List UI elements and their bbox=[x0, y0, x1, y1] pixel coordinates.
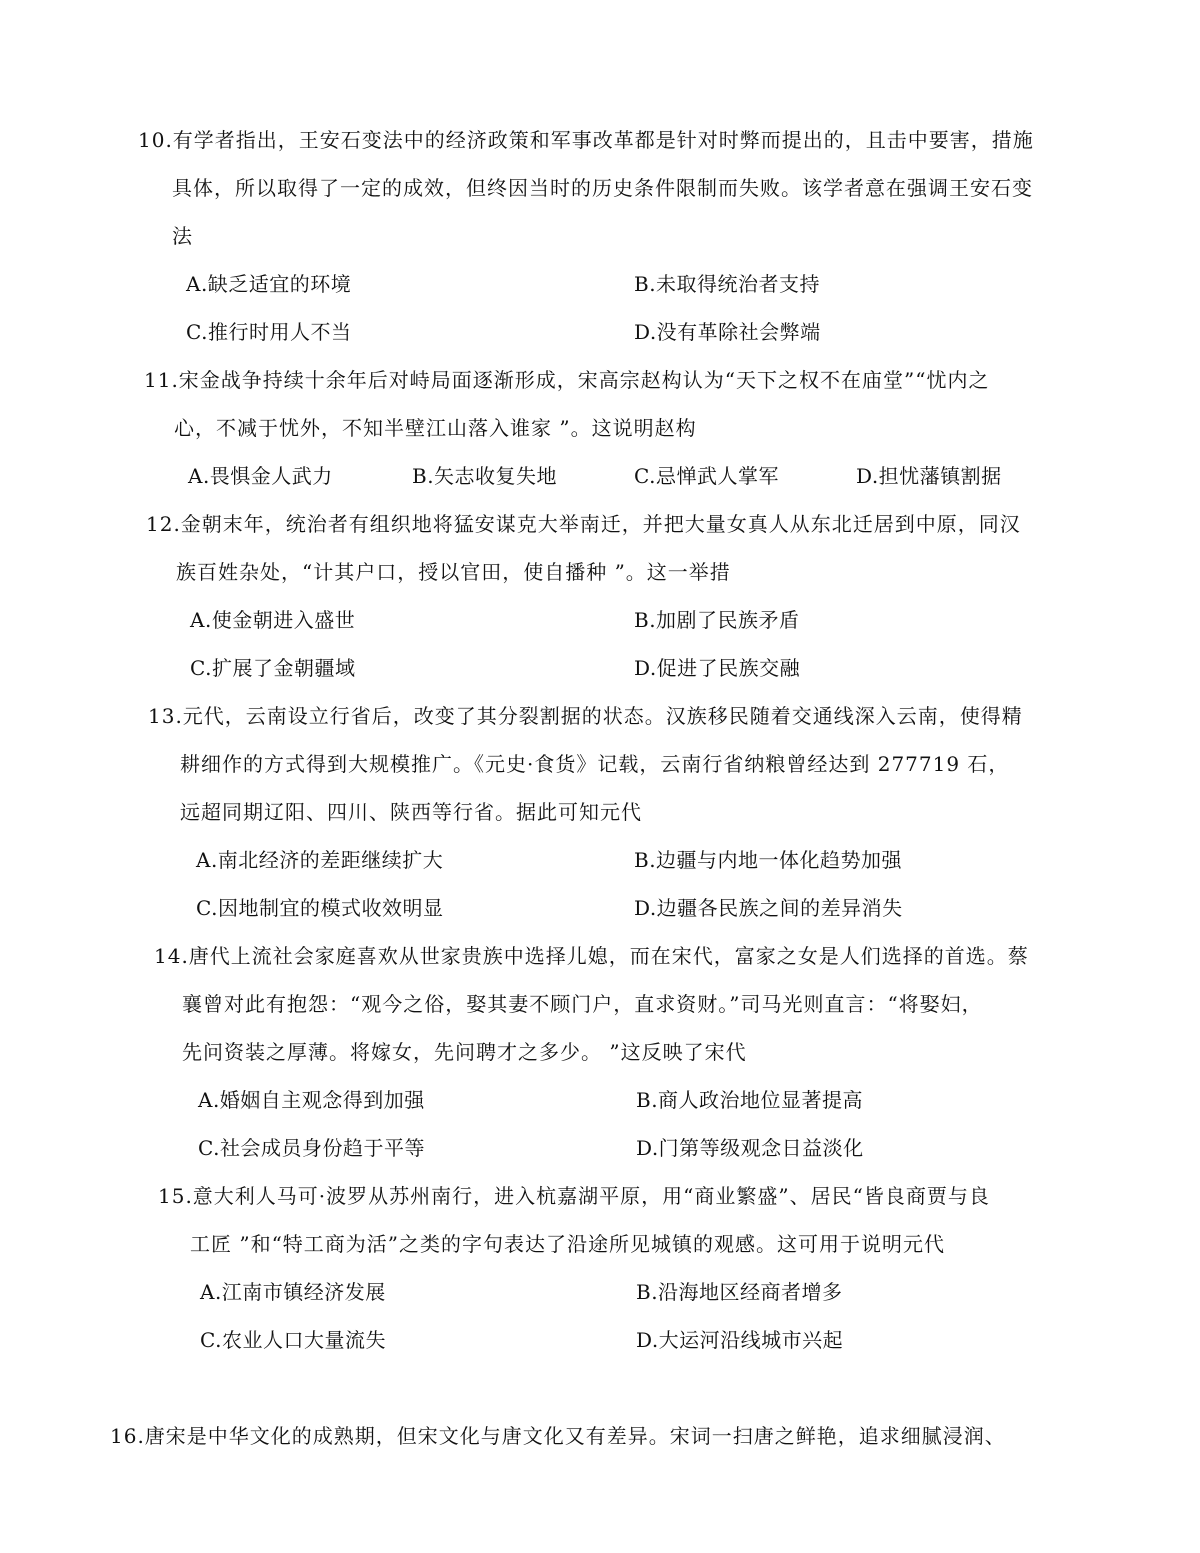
question-11-option-b[interactable]: B.矢志收复失地 bbox=[412, 464, 558, 488]
question-12-option-a[interactable]: A.使金朝进入盛世 bbox=[190, 608, 356, 632]
question-11-stem-line-2: 心，不减于忧外，不知半壁江山落入谁家 ”。这说明赵构 bbox=[174, 416, 697, 440]
question-10-stem-line-3: 法 bbox=[172, 224, 193, 248]
question-14-option-d[interactable]: D.门第等级观念日益淡化 bbox=[636, 1136, 864, 1160]
question-13-stem-line-3: 远超同期辽阳、四川、陕西等行省。据此可知元代 bbox=[180, 800, 642, 824]
question-13-option-c[interactable]: C.因地制宜的模式收效明显 bbox=[196, 896, 444, 920]
question-11-option-d[interactable]: D.担忧藩镇割据 bbox=[856, 464, 1002, 488]
question-16-stem-line-1: 16.唐宋是中华文化的成熟期，但宋文化与唐文化又有差异。宋词一扫唐之鲜艳，追求细腻浸润、 bbox=[110, 1424, 1006, 1448]
question-13-stem-line-2: 耕细作的方式得到大规模推广。《元史·食货》记载，云南行省纳粮曾经达到 277719 石， bbox=[180, 752, 1010, 776]
question-14-option-b[interactable]: B.商人政治地位显著提高 bbox=[636, 1088, 864, 1112]
question-12-stem-line-2: 族百姓杂处，“计其户口，授以官田，使自播种 ”。这一举措 bbox=[176, 560, 731, 584]
question-13-option-a[interactable]: A.南北经济的差距继续扩大 bbox=[196, 848, 444, 872]
question-13-stem-line-1: 13.元代，云南设立行省后，改变了其分裂割据的状态。汉族移民随着交通线深入云南，使得精 bbox=[148, 704, 1023, 728]
question-12-stem-line-1: 12.金朝末年，统治者有组织地将猛安谋克大举南迁，并把大量女真人从东北迁居到中原，同汉 bbox=[146, 512, 1021, 536]
question-15-option-d[interactable]: D.大运河沿线城市兴起 bbox=[636, 1328, 844, 1352]
question-15-stem-line-2: 工匠 ”和“特工商为活”之类的字句表达了沿途所见城镇的观感。这可用于说明元代 bbox=[190, 1232, 946, 1256]
question-10-option-d[interactable]: D.没有革除社会弊端 bbox=[634, 320, 821, 344]
question-10-stem-line-2: 具体，所以取得了一定的成效，但终因当时的历史条件限制而失败。该学者意在强调王安石变 bbox=[172, 176, 1033, 200]
question-14-option-a[interactable]: A.婚姻自主观念得到加强 bbox=[198, 1088, 425, 1112]
question-12-option-d[interactable]: D.促进了民族交融 bbox=[634, 656, 801, 680]
question-10-option-a[interactable]: A.缺乏适宜的环境 bbox=[186, 272, 352, 296]
question-10-option-c[interactable]: C.推行时用人不当 bbox=[186, 320, 352, 344]
question-15-stem-line-1: 15.意大利人马可·波罗从苏州南行，进入杭嘉湖平原，用“商业繁盛”、居民“皆良商贾与良 bbox=[158, 1184, 990, 1208]
question-11-option-a[interactable]: A.畏惧金人武力 bbox=[188, 464, 333, 488]
question-14-option-c[interactable]: C.社会成员身份趋于平等 bbox=[198, 1136, 425, 1160]
question-11-stem-line-1: 11.宋金战争持续十余年后对峙局面逐渐形成，宋高宗赵构认为“天下之权不在庙堂”“忧内之 bbox=[144, 368, 990, 392]
question-12-option-b[interactable]: B.加剧了民族矛盾 bbox=[634, 608, 800, 632]
question-15-option-b[interactable]: B.沿海地区经商者增多 bbox=[636, 1280, 843, 1304]
question-12-option-c[interactable]: C.扩展了金朝疆域 bbox=[190, 656, 356, 680]
question-15-option-c[interactable]: C.农业人口大量流失 bbox=[200, 1328, 386, 1352]
question-13-option-b[interactable]: B.边疆与内地一体化趋势加强 bbox=[634, 848, 903, 872]
question-15-option-a[interactable]: A.江南市镇经济发展 bbox=[200, 1280, 386, 1304]
question-14-stem-line-2: 襄曾对此有抱怨：“观今之俗，娶其妻不顾门户，直求资财。”司马光则直言：“将娶妇， bbox=[182, 992, 983, 1016]
question-14-stem-line-1: 14.唐代上流社会家庭喜欢从世家贵族中选择儿媳，而在宋代，富家之女是人们选择的首选。蔡 bbox=[154, 944, 1029, 968]
question-10-stem-line-1: 10.有学者指出，王安石变法中的经济政策和军事改革都是针对时弊而提出的，且击中要害，措施 bbox=[138, 128, 1034, 152]
question-13-option-d[interactable]: D.边疆各民族之间的差异消失 bbox=[634, 896, 903, 920]
question-10-option-b[interactable]: B.未取得统治者支持 bbox=[634, 272, 821, 296]
question-14-stem-line-3: 先问资装之厚薄。将嫁女，先问聘才之多少。 ”这反映了宋代 bbox=[182, 1040, 747, 1064]
question-11-option-c[interactable]: C.忌惮武人掌军 bbox=[634, 464, 779, 488]
